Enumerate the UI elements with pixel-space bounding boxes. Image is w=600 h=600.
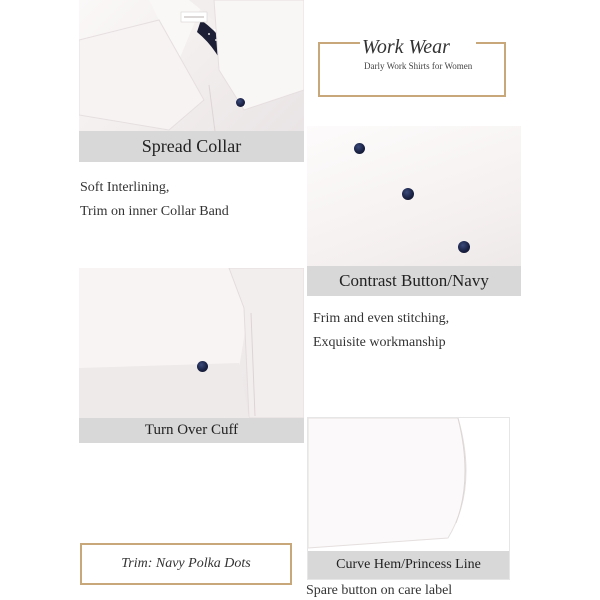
button-caption-bar — [307, 266, 521, 296]
cuff-caption: Turn Over Cuff — [144, 422, 239, 438]
stitching-feature-line-2: Exquisite workmanship — [313, 335, 446, 350]
cuff-photo — [79, 268, 304, 443]
trim-note-frame — [80, 543, 292, 585]
spare-button-note: Spare button on care label — [306, 583, 453, 598]
collar-caption: Spread Collar — [141, 136, 242, 156]
brand-subtitle: Darly Work Shirts for Women — [364, 61, 473, 71]
cuff-photo-panel — [79, 268, 304, 443]
navy-button-icon — [402, 188, 414, 200]
navy-button-icon — [236, 98, 245, 107]
navy-button-icon — [458, 241, 470, 253]
hem-caption: Curve Hem/Princess Line — [336, 557, 481, 572]
hem-photo-panel — [307, 417, 510, 580]
collar-photo-panel — [79, 0, 304, 162]
button-photo-panel — [307, 126, 521, 296]
collar-feature-line-1: Soft Interlining, — [80, 180, 170, 195]
navy-button-icon — [354, 143, 365, 154]
collar-caption-bar — [79, 131, 304, 162]
cuff-illustration — [79, 268, 304, 443]
brand-title: Work Wear — [362, 36, 450, 58]
stitching-feature-line-1: Frim and even stitching, — [313, 311, 450, 326]
collar-feature-line-2: Trim on inner Collar Band — [80, 204, 229, 219]
button-caption: Contrast Button/Navy — [339, 271, 489, 290]
trim-note: Trim: Navy Polka Dots — [121, 556, 251, 571]
cuff-caption-bar — [79, 418, 304, 443]
hem-caption-bar — [308, 551, 509, 579]
navy-button-icon — [197, 361, 208, 372]
